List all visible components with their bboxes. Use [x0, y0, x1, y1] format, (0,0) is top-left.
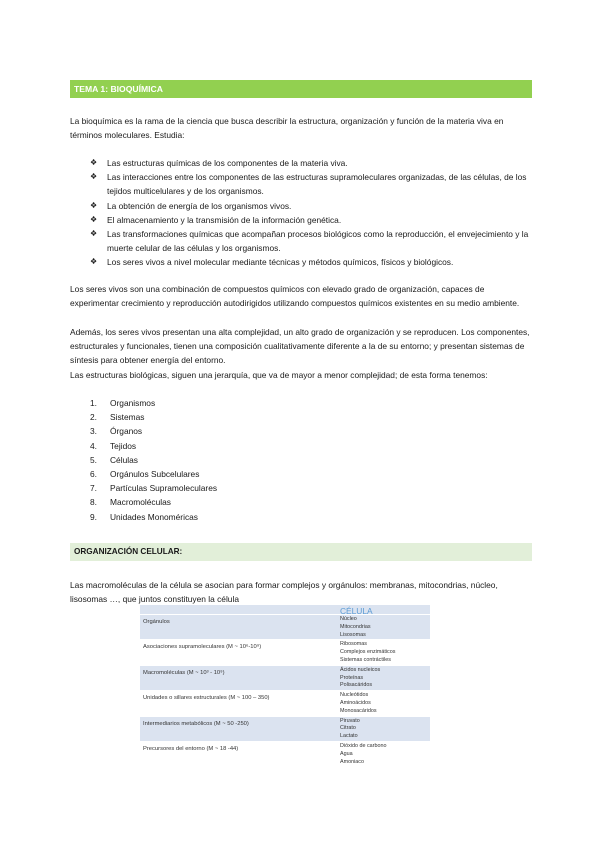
- diamond-bullet-icon: ❖: [90, 214, 98, 224]
- seres-vivos-paragraph: Los seres vivos son una combinación de compuestos químicos con elevado grado de organización, capaces de experimentar crecimiento y reproducción autodirigidos utilizando compuestos químicos existentes en su medio ambiente.: [70, 284, 520, 309]
- bullet-item: ❖ El almacenamiento y la transmisión de la información genética.: [90, 213, 530, 227]
- hierarchy-item: 9. Unidades Monoméricas: [90, 511, 198, 522]
- table-row: Unidades o sillares estructurales (M ~ 100 – 350) Nucleótidos Aminoácidos Monosacáridos: [140, 690, 430, 715]
- hierarchy-item: 7. Partículas Supramoleculares: [90, 483, 218, 494]
- hierarchy-item: 4. Tejidos: [90, 440, 137, 451]
- hierarchy-list: [90, 396, 390, 524]
- diamond-bullet-icon: ❖: [90, 257, 98, 267]
- bullet-item: ❖ Las interacciones entre los componentes de las estructuras supramoleculares organizadas, de las células, de los tejidos multicelulares y de los organismos.: [90, 172, 527, 197]
- hierarchy-item: 5. Células: [90, 454, 138, 465]
- hierarchy-item: 6. Orgánulos Subcelulares: [90, 469, 200, 480]
- bullet-item: ❖ La obtención de energía de los organismos vivos.: [90, 199, 530, 213]
- bullet-item: ❖ Las estructuras químicas de los componentes de la materia viva.: [90, 156, 530, 170]
- diamond-bullet-icon: ❖: [90, 200, 98, 210]
- table-row: Orgánulos Núcleo Mitocondrias Lisosomas: [140, 614, 430, 639]
- cell-organization-table: [140, 604, 430, 766]
- diamond-bullet-icon: ❖: [90, 158, 98, 167]
- section-title-organizacion: ORGANIZACIÓN CELULAR:: [70, 543, 532, 561]
- study-bullet-list: [90, 156, 530, 270]
- bullet-item: ❖ Las transformaciones químicas que acompañan procesos biológicos como la reproducción, el envejecimiento y la muerte celular de las células y los organismos.: [90, 229, 529, 254]
- table-row: Precursores del entorno (M ~ 18 -44) Dióxido de carbono Agua Amoniaco: [140, 741, 430, 766]
- hierarchy-item: 2. Sistemas: [90, 412, 145, 423]
- hierarchy-item: 8. Macromoléculas: [90, 497, 171, 508]
- hierarchy-item: 3. Órganos: [90, 426, 143, 437]
- intro-paragraph: La bioquímica es la rama de la ciencia que busca describir la estructura, organización y función de la materia viva en términos moleculares. Estudia:: [70, 116, 504, 141]
- bullet-item: ❖ Los seres vivos a nivel molecular mediante técnicas y métodos químicos, físicos y biológicos.: [90, 255, 530, 269]
- table-header-celula: CÉLULA: [340, 606, 373, 616]
- table-header-row: [140, 604, 430, 614]
- table-row: Macromoléculas (M ~ 10³ - 10⁹) Ácidos nucleicos Proteínas Polisacáridos: [140, 665, 430, 690]
- macromoleculas-paragraph: Las macromoléculas de la célula se asocian para formar complejos y orgánulos: membranas, mitocondrias, núcleo, lisosomas …, que juntos constituyen la célula: [70, 580, 498, 605]
- jerarquia-paragraph: Las estructuras biológicas, siguen una jerarquía, que va de mayor a menor complejidad; de esta forma tenemos:: [70, 370, 488, 380]
- diamond-bullet-icon: ❖: [90, 172, 98, 182]
- section-title-tema: TEMA 1: BIOQUÍMICA: [70, 80, 532, 98]
- hierarchy-item: 1. Organismos: [90, 398, 156, 408]
- ademas-paragraph: Además, los seres vivos presentan una alta complejidad, un alto grado de organización y se reproducen. Los componentes, estructurales y funcionales, tienen una composición cualitativamente diferente a la de su entorno; y presentan sistemas de síntesis para obtener energía del entorno.: [70, 327, 530, 366]
- table-row: Intermediarios metabólicos (M ~ 50 -250) Piruvato Citrato Lactato: [140, 716, 430, 741]
- table-row: Asociaciones supramoleculares (M ~ 10⁶-10⁹) Ribosomas Complejos enzimáticos Sistemas contráctiles: [140, 639, 430, 664]
- diamond-bullet-icon: ❖: [90, 229, 98, 239]
